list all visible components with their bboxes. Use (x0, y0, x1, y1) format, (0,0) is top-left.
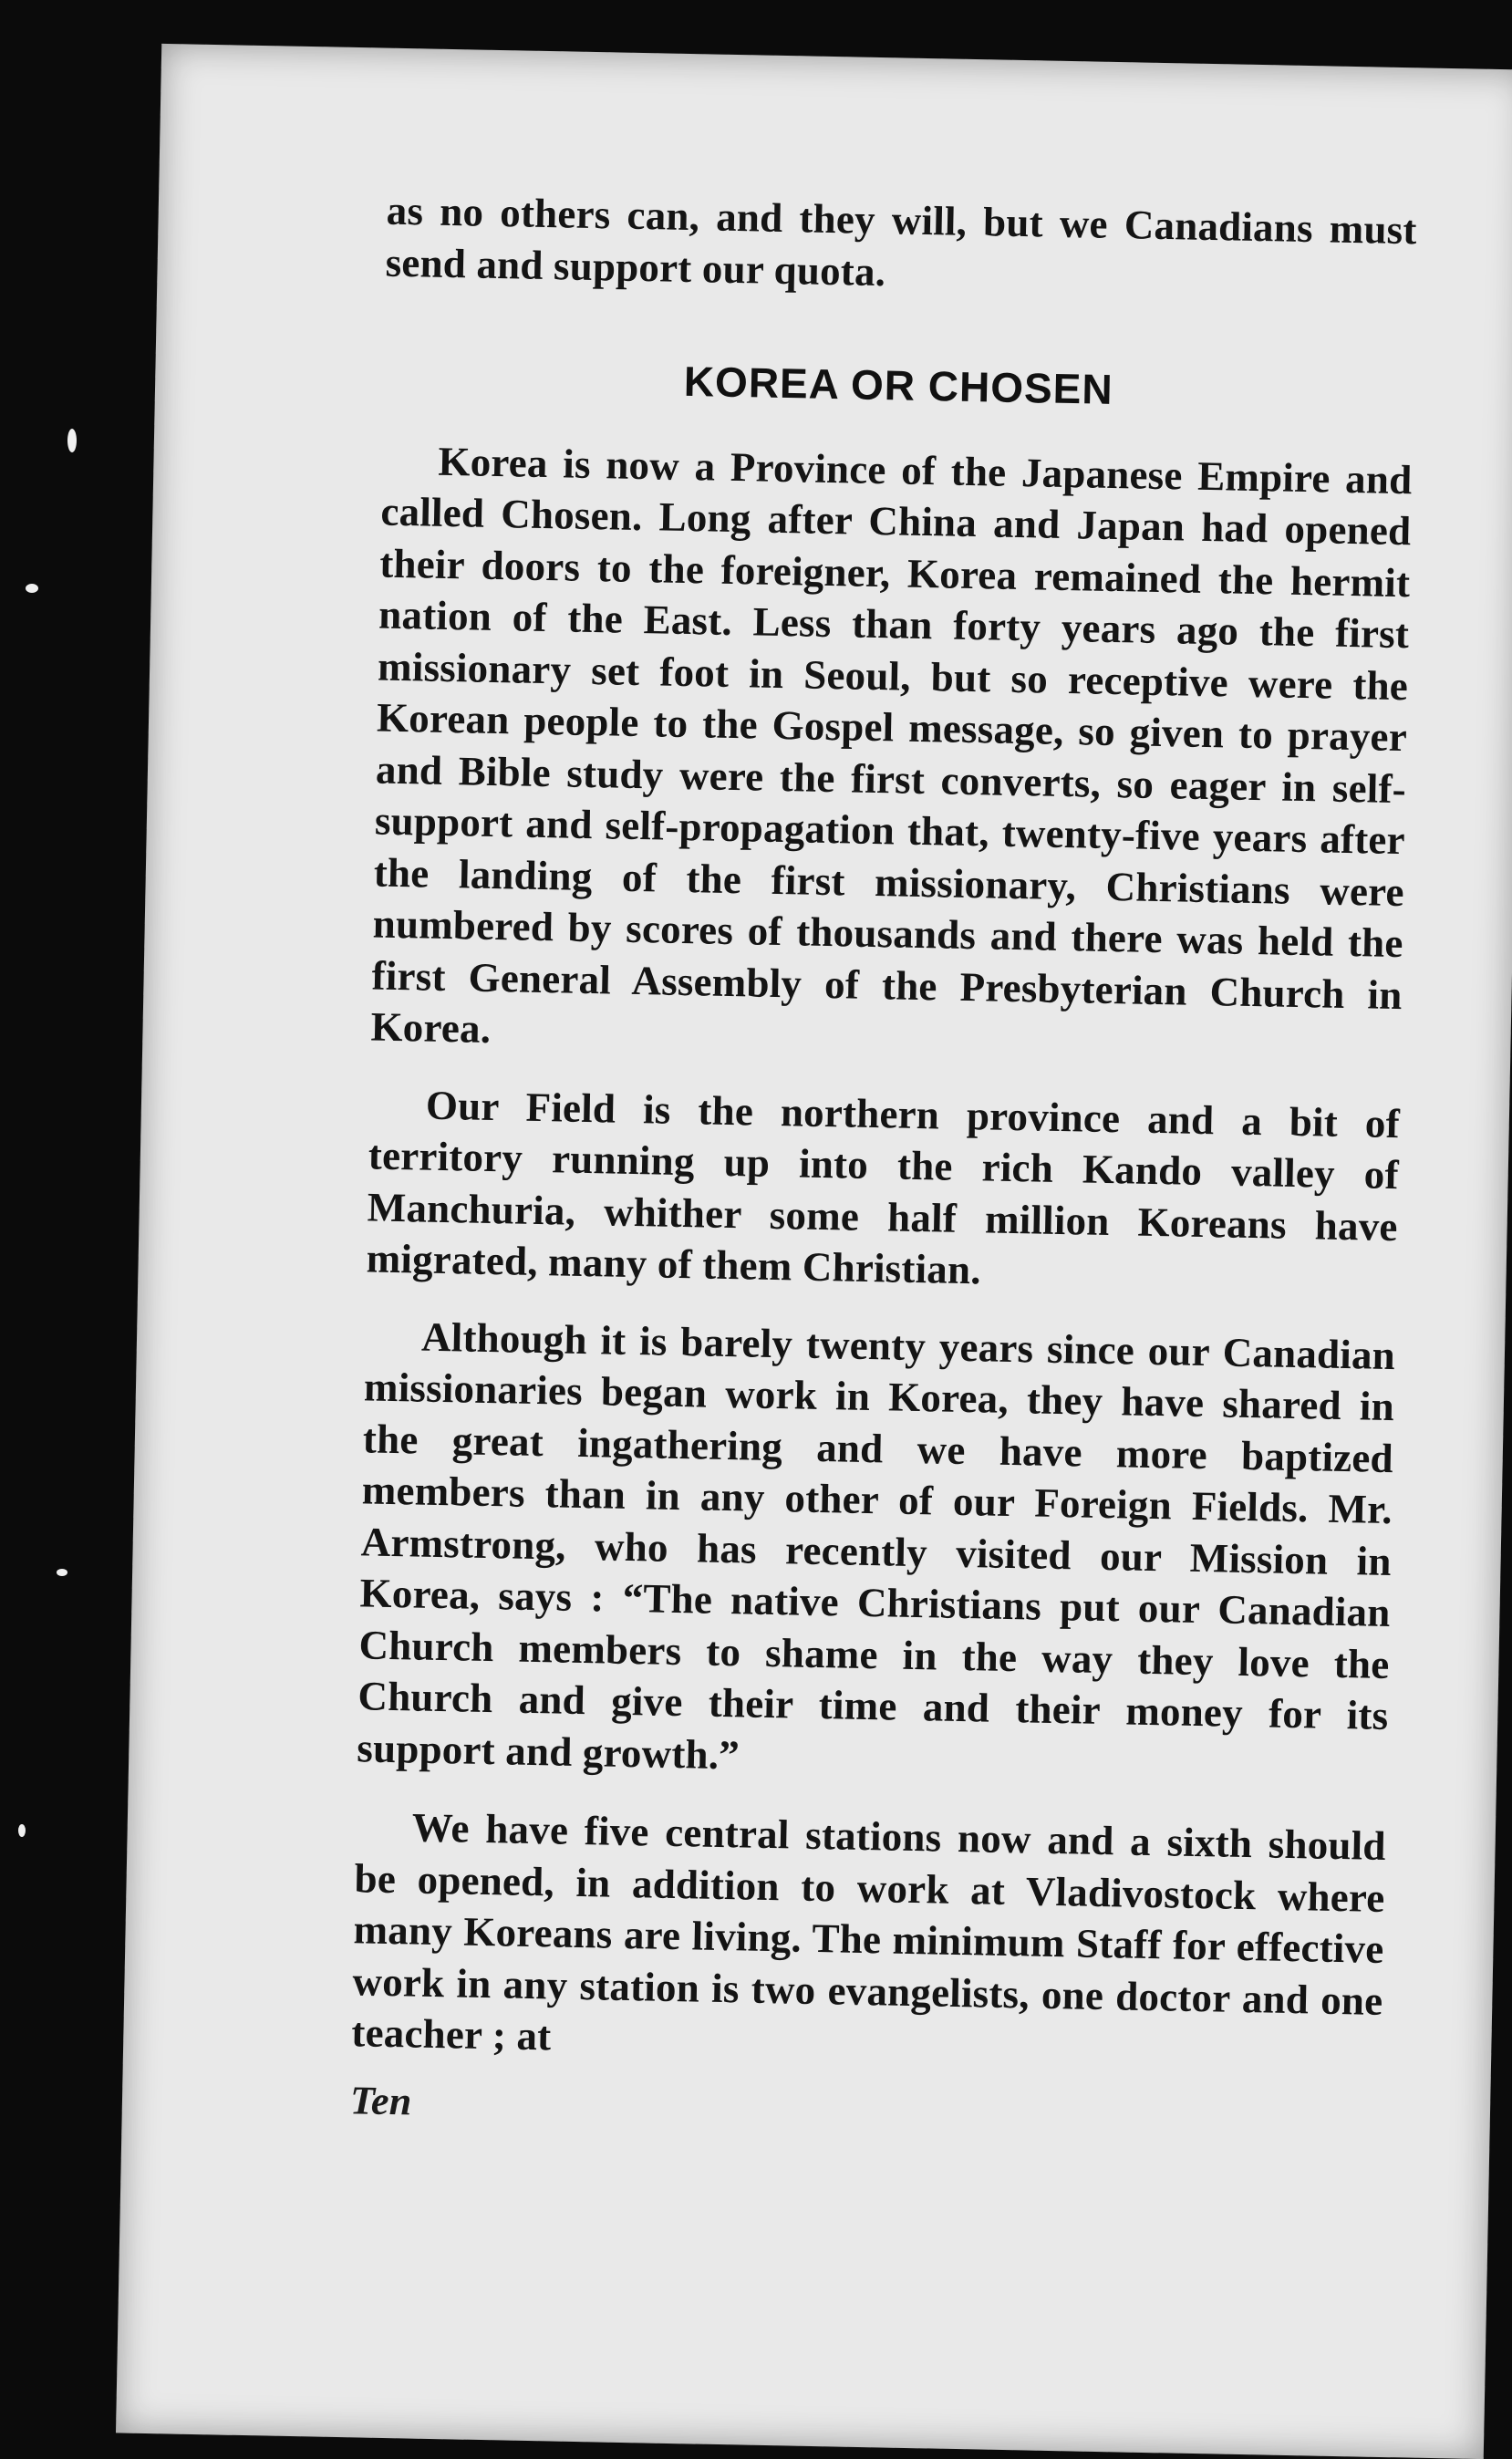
paragraph-korea-intro: Korea is now a Province of the Japanese Empire and called Chosen. Long after China and Japan had opened their doors to the foreigner, Korea remained the hermit nation of the East. Less than forty years ago the first missionary set foot in Seoul, but so receptive were the Korean people to the Gospel message, so given to prayer and Bible study were the first converts, so eager in self-support and self-propagation that, twenty-five years after the landing of the first missionary, Christians were numbered by scores of thousands and there was held the first General Assembly of the Presbyterian Church in Korea. (370, 438, 1413, 1052)
scan-speck (57, 1569, 67, 1576)
scan-speck (18, 1824, 26, 1837)
section-heading: KOREA OR CHOSEN (683, 357, 1114, 413)
document-page (116, 44, 1512, 2459)
continuation-paragraph: as no others can, and they will, but we Canadians must send and support our quota. (385, 187, 1418, 295)
scan-speck (67, 429, 77, 452)
page-folio: Ten (349, 2077, 412, 2124)
paragraph-our-field: Our Field is the northern province and a bit of territory running up into the rich Kando valley of Manchuria, whither some half million Koreans have migrated, many of them Christian. (366, 1082, 1401, 1293)
paragraph-canadian-missionaries: Although it is barely twenty years since our Canadian missionaries began work in Korea, they have shared in the great ingathering and we have more baptized members than in any other of our Foreign Fields. Mr. Armstrong, who has recently visited our Mission in Korea, says : “The native Christians put our Canadian Church members to shame in the way they love the Church and give their time and their money for its support and growth.” (356, 1313, 1396, 1778)
paragraph-central-stations: We have five central stations now and a sixth should be opened, in addition to work at Vladivostock where many Koreans are living. The minimum Staff for effective work in any station is two evangelists, one doctor and one teacher ; at (350, 1804, 1387, 2060)
scan-speck (26, 584, 38, 593)
text-column (349, 185, 1417, 2146)
